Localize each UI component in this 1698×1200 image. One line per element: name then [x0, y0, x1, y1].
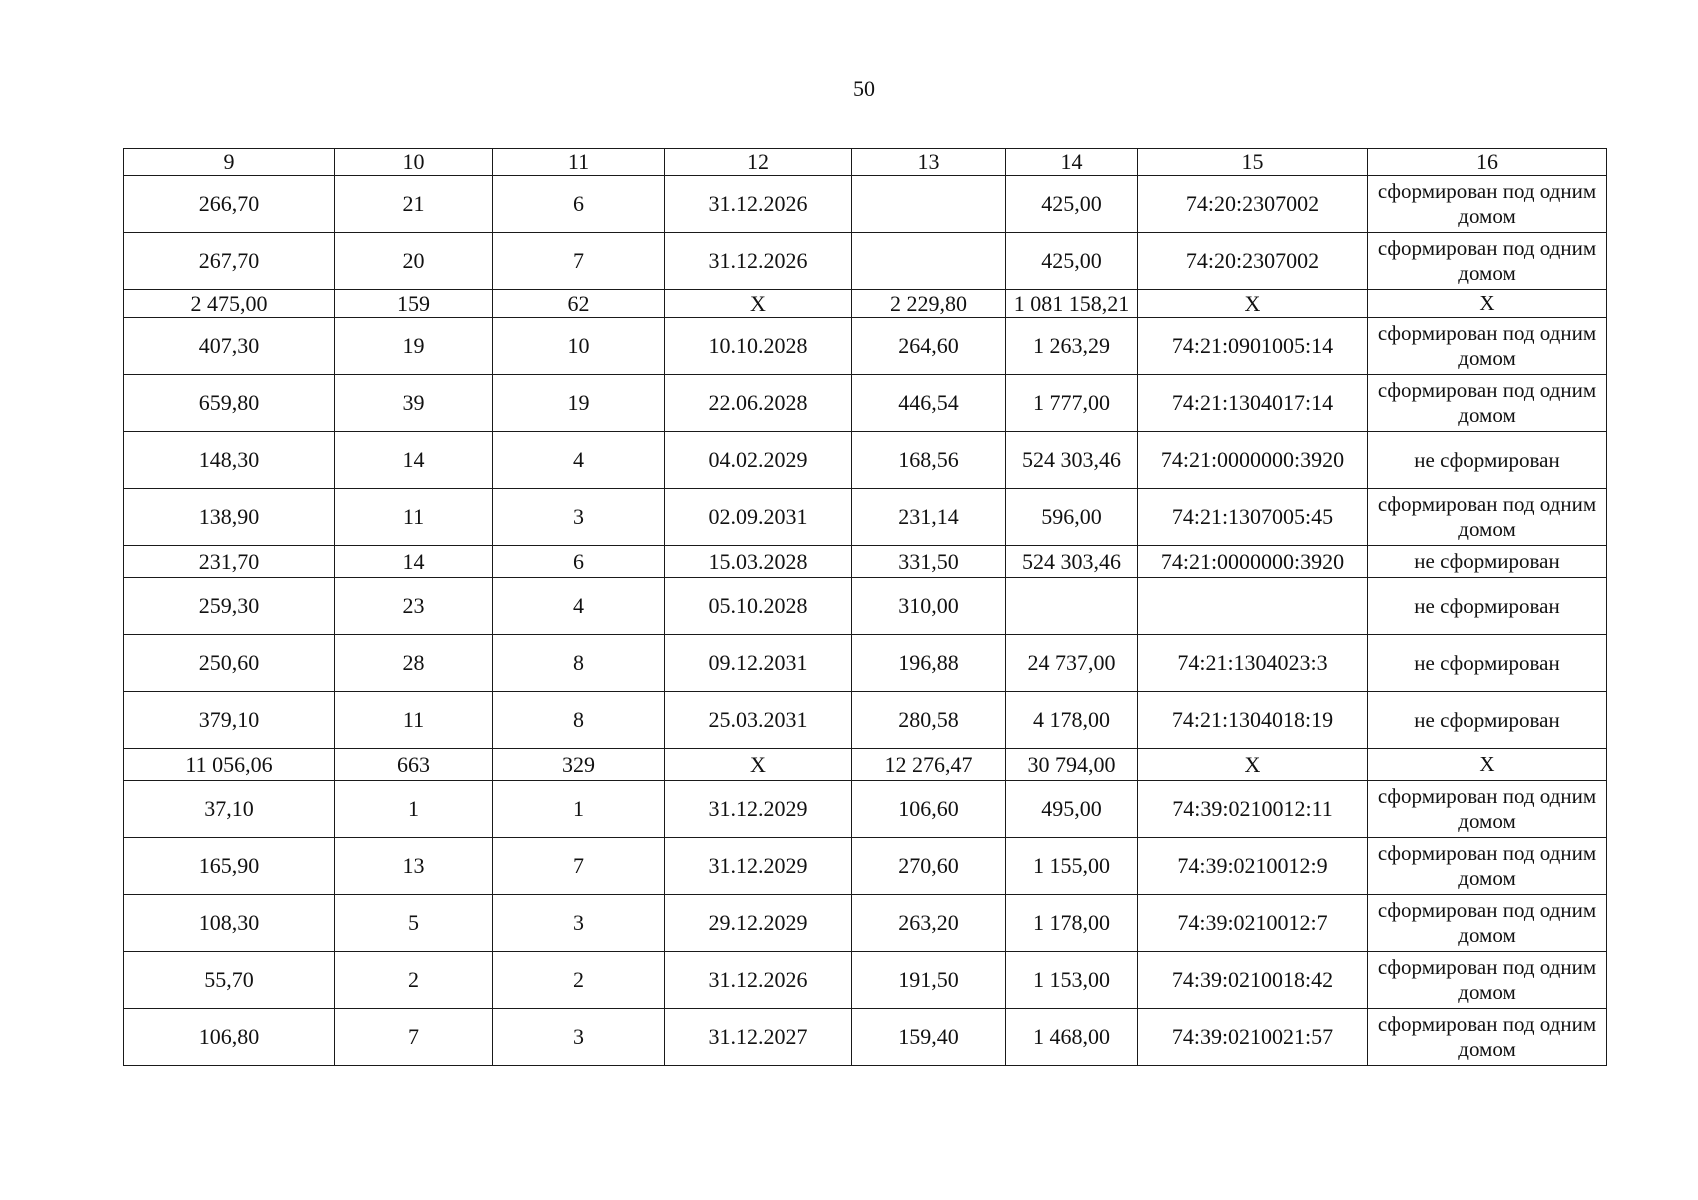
- cell-land-area: 1 468,00: [1006, 1009, 1138, 1066]
- cell-value: 446,54: [852, 375, 1006, 432]
- cell-cadastral-number: 74:21:1304023:3: [1138, 635, 1368, 692]
- table-row: [124, 233, 1607, 290]
- cell-area: 2 475,00: [124, 290, 335, 318]
- cell-value: 196,88: [852, 635, 1006, 692]
- cell-status: сформирован под одним домом: [1368, 952, 1607, 1009]
- cell-count-a: 21: [335, 176, 493, 233]
- cell-count-b: 6: [493, 176, 665, 233]
- cell-count-a: 13: [335, 838, 493, 895]
- cell-date: 31.12.2026: [665, 952, 852, 1009]
- cell-area: 106,80: [124, 1009, 335, 1066]
- table-row: [124, 895, 1607, 952]
- cell-count-a: 14: [335, 546, 493, 578]
- cell-count-b: 4: [493, 578, 665, 635]
- table-row: [124, 838, 1607, 895]
- cell-count-b: 4: [493, 432, 665, 489]
- column-header: 9: [124, 149, 335, 176]
- cell-cadastral-number: 74:39:0210012:9: [1138, 838, 1368, 895]
- cell-value: 168,56: [852, 432, 1006, 489]
- cell-cadastral-number: 74:39:0210012:11: [1138, 781, 1368, 838]
- cell-land-area: 1 777,00: [1006, 375, 1138, 432]
- cell-count-b: 10: [493, 318, 665, 375]
- cell-status: сформирован под одним домом: [1368, 1009, 1607, 1066]
- cell-cadastral-number: 74:21:0901005:14: [1138, 318, 1368, 375]
- cell-value: 310,00: [852, 578, 1006, 635]
- cell-land-area: 1 178,00: [1006, 895, 1138, 952]
- column-header: 12: [665, 149, 852, 176]
- cell-count-a: 5: [335, 895, 493, 952]
- cell-count-b: 8: [493, 635, 665, 692]
- cell-land-area: 1 155,00: [1006, 838, 1138, 895]
- column-header: 14: [1006, 149, 1138, 176]
- table-row: [124, 749, 1607, 781]
- cell-status: сформирован под одним домом: [1368, 318, 1607, 375]
- cell-land-area: 524 303,46: [1006, 546, 1138, 578]
- cell-area: 267,70: [124, 233, 335, 290]
- cell-area: 108,30: [124, 895, 335, 952]
- cell-count-b: 329: [493, 749, 665, 781]
- cell-area: 55,70: [124, 952, 335, 1009]
- column-header: 11: [493, 149, 665, 176]
- cell-cadastral-number: [1138, 578, 1368, 635]
- table-row: [124, 432, 1607, 489]
- column-header: 15: [1138, 149, 1368, 176]
- cell-date: 29.12.2029: [665, 895, 852, 952]
- cell-cadastral-number: 74:20:2307002: [1138, 176, 1368, 233]
- cell-count-a: 39: [335, 375, 493, 432]
- cell-count-b: 19: [493, 375, 665, 432]
- table-row: [124, 692, 1607, 749]
- cell-date: 10.10.2028: [665, 318, 852, 375]
- cell-land-area: 1 081 158,21: [1006, 290, 1138, 318]
- cell-cadastral-number: 74:21:0000000:3920: [1138, 546, 1368, 578]
- cell-count-b: 7: [493, 233, 665, 290]
- cell-value: [852, 176, 1006, 233]
- cell-status: сформирован под одним домом: [1368, 895, 1607, 952]
- cell-area: 250,60: [124, 635, 335, 692]
- cell-date: X: [665, 290, 852, 318]
- cell-status: сформирован под одним домом: [1368, 838, 1607, 895]
- cell-status: не сформирован: [1368, 432, 1607, 489]
- table-row: [124, 578, 1607, 635]
- cell-count-b: 6: [493, 546, 665, 578]
- cell-date: 04.02.2029: [665, 432, 852, 489]
- cell-value: 231,14: [852, 489, 1006, 546]
- cell-date: 05.10.2028: [665, 578, 852, 635]
- cell-status: не сформирован: [1368, 692, 1607, 749]
- cell-status: X: [1368, 290, 1607, 318]
- cell-date: 15.03.2028: [665, 546, 852, 578]
- cell-value: 264,60: [852, 318, 1006, 375]
- cell-cadastral-number: 74:20:2307002: [1138, 233, 1368, 290]
- cell-date: 31.12.2029: [665, 838, 852, 895]
- cell-cadastral-number: 74:21:0000000:3920: [1138, 432, 1368, 489]
- cell-count-b: 3: [493, 895, 665, 952]
- cell-value: 280,58: [852, 692, 1006, 749]
- cell-count-a: 11: [335, 489, 493, 546]
- table-row: [124, 375, 1607, 432]
- cell-count-a: 28: [335, 635, 493, 692]
- table-header-row: [124, 149, 1607, 176]
- cell-count-a: 159: [335, 290, 493, 318]
- cell-value: 191,50: [852, 952, 1006, 1009]
- column-header: 16: [1368, 149, 1607, 176]
- cell-value: 2 229,80: [852, 290, 1006, 318]
- cell-land-area: 30 794,00: [1006, 749, 1138, 781]
- table-row: [124, 290, 1607, 318]
- cell-cadastral-number: X: [1138, 290, 1368, 318]
- table-row: [124, 635, 1607, 692]
- cell-value: 331,50: [852, 546, 1006, 578]
- cell-land-area: [1006, 578, 1138, 635]
- cell-land-area: 495,00: [1006, 781, 1138, 838]
- page-number: 50: [853, 76, 875, 101]
- column-header: 10: [335, 149, 493, 176]
- cell-land-area: 596,00: [1006, 489, 1138, 546]
- cell-status: сформирован под одним домом: [1368, 233, 1607, 290]
- cell-status: сформирован под одним домом: [1368, 489, 1607, 546]
- cell-value: 263,20: [852, 895, 1006, 952]
- cell-cadastral-number: 74:39:0210021:57: [1138, 1009, 1368, 1066]
- cell-status: сформирован под одним домом: [1368, 375, 1607, 432]
- cell-area: 148,30: [124, 432, 335, 489]
- cell-value: 270,60: [852, 838, 1006, 895]
- cell-area: 165,90: [124, 838, 335, 895]
- cell-value: 106,60: [852, 781, 1006, 838]
- cell-value: 12 276,47: [852, 749, 1006, 781]
- cell-count-b: 7: [493, 838, 665, 895]
- cell-cadastral-number: 74:21:1304017:14: [1138, 375, 1368, 432]
- cell-count-b: 3: [493, 1009, 665, 1066]
- table-row: [124, 489, 1607, 546]
- cell-date: X: [665, 749, 852, 781]
- cell-date: 31.12.2027: [665, 1009, 852, 1066]
- cell-area: 37,10: [124, 781, 335, 838]
- cell-count-b: 8: [493, 692, 665, 749]
- cell-area: 379,10: [124, 692, 335, 749]
- cell-count-b: 62: [493, 290, 665, 318]
- cell-count-a: 7: [335, 1009, 493, 1066]
- cell-area: 259,30: [124, 578, 335, 635]
- cell-area: 11 056,06: [124, 749, 335, 781]
- table-row: [124, 318, 1607, 375]
- cell-cadastral-number: 74:21:1307005:45: [1138, 489, 1368, 546]
- table-row: [124, 1009, 1607, 1066]
- cell-count-b: 2: [493, 952, 665, 1009]
- cell-land-area: 1 263,29: [1006, 318, 1138, 375]
- cell-status: сформирован под одним домом: [1368, 781, 1607, 838]
- cell-date: 31.12.2026: [665, 233, 852, 290]
- cell-count-a: 20: [335, 233, 493, 290]
- cell-status: не сформирован: [1368, 546, 1607, 578]
- table-body: [124, 149, 1607, 1066]
- cell-status: не сформирован: [1368, 578, 1607, 635]
- table-row: [124, 176, 1607, 233]
- cell-count-a: 2: [335, 952, 493, 1009]
- cell-date: 02.09.2031: [665, 489, 852, 546]
- cell-count-a: 23: [335, 578, 493, 635]
- cell-land-area: 24 737,00: [1006, 635, 1138, 692]
- cell-count-a: 11: [335, 692, 493, 749]
- cell-land-area: 4 178,00: [1006, 692, 1138, 749]
- cell-area: 231,70: [124, 546, 335, 578]
- cell-cadastral-number: 74:21:1304018:19: [1138, 692, 1368, 749]
- cell-count-a: 19: [335, 318, 493, 375]
- data-table: [123, 148, 1607, 1066]
- cell-date: 22.06.2028: [665, 375, 852, 432]
- cell-date: 25.03.2031: [665, 692, 852, 749]
- cell-status: сформирован под одним домом: [1368, 176, 1607, 233]
- cell-cadastral-number: X: [1138, 749, 1368, 781]
- cell-area: 138,90: [124, 489, 335, 546]
- column-header: 13: [852, 149, 1006, 176]
- table-row: [124, 781, 1607, 838]
- cell-land-area: 425,00: [1006, 233, 1138, 290]
- cell-land-area: 524 303,46: [1006, 432, 1138, 489]
- cell-status: X: [1368, 749, 1607, 781]
- cell-land-area: 1 153,00: [1006, 952, 1138, 1009]
- cell-count-a: 1: [335, 781, 493, 838]
- cell-area: 659,80: [124, 375, 335, 432]
- cell-date: 09.12.2031: [665, 635, 852, 692]
- cell-date: 31.12.2029: [665, 781, 852, 838]
- cell-status: не сформирован: [1368, 635, 1607, 692]
- cell-count-a: 663: [335, 749, 493, 781]
- cell-land-area: 425,00: [1006, 176, 1138, 233]
- cell-cadastral-number: 74:39:0210012:7: [1138, 895, 1368, 952]
- cell-count-b: 1: [493, 781, 665, 838]
- cell-area: 266,70: [124, 176, 335, 233]
- cell-area: 407,30: [124, 318, 335, 375]
- cell-count-b: 3: [493, 489, 665, 546]
- cell-count-a: 14: [335, 432, 493, 489]
- cell-date: 31.12.2026: [665, 176, 852, 233]
- table-row: [124, 952, 1607, 1009]
- cell-value: 159,40: [852, 1009, 1006, 1066]
- cell-cadastral-number: 74:39:0210018:42: [1138, 952, 1368, 1009]
- table-row: [124, 546, 1607, 578]
- cell-value: [852, 233, 1006, 290]
